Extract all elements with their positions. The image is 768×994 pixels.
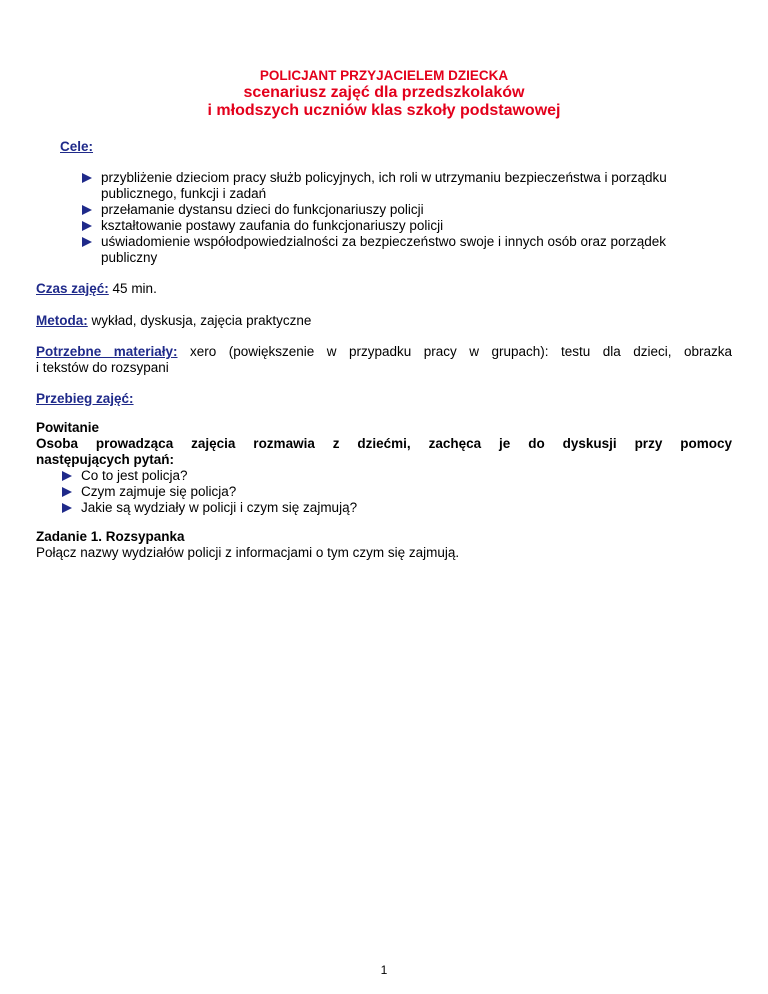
duration-line bbox=[36, 281, 157, 297]
method-label: Metoda: bbox=[36, 313, 88, 328]
goal-item: uświadomienie współodpowiedzialności za bezpieczeństwo swoje i innych osób oraz porządek publiczny bbox=[82, 234, 722, 266]
materials-paragraph bbox=[36, 344, 732, 376]
questions-list bbox=[62, 468, 562, 516]
task1-text: Połącz nazwy wydziałów policji z informacjami o tym czym się zajmują. bbox=[36, 545, 460, 560]
method-line bbox=[36, 313, 311, 329]
goal-item: przybliżenie dzieciom pracy służb policyjnych, ich roli w utrzymaniu bezpieczeństwa i porządku publicznego, funkcji i zadań bbox=[82, 170, 722, 202]
materials-line2: i tekstów do rozsypani bbox=[36, 360, 169, 375]
question-item: Co to jest policja? bbox=[62, 468, 562, 484]
question-item: Jakie są wydziały w policji i czym się zajmują? bbox=[62, 500, 562, 516]
greeting-intro: Osoba prowadząca zajęcia rozmawia z dziećmi, zachęca je do dyskusji przy pomocy następujących pytań: bbox=[36, 436, 732, 467]
triangle-bullet-icon bbox=[82, 205, 92, 215]
title-subtitle-line2: i młodszych uczniów klas szkoły podstawowej bbox=[207, 102, 561, 119]
document-title bbox=[0, 68, 768, 120]
triangle-bullet-icon bbox=[82, 237, 92, 247]
page-number: 1 bbox=[380, 963, 388, 977]
goals-list bbox=[82, 170, 722, 266]
duration-label: Czas zajęć: bbox=[36, 281, 109, 296]
goals-label: Cele: bbox=[60, 139, 94, 154]
title-subtitle-line1: scenariusz zajęć dla przedszkolaków bbox=[243, 84, 525, 101]
title-main: POLICJANT PRZYJACIELEM DZIECKA bbox=[259, 68, 509, 83]
materials-line1: Potrzebne materiały: xero (powiększenie w przypadku pracy w grupach): testu dla dzieci, obrazka bbox=[36, 344, 733, 359]
task1-heading: Zadanie 1. Rozsypanka bbox=[36, 529, 185, 544]
method-value: wykład, dyskusja, zajęcia praktyczne bbox=[87, 313, 312, 328]
goal-item: przełamanie dystansu dzieci do funkcjonariuszy policji bbox=[82, 202, 722, 218]
triangle-bullet-icon bbox=[82, 173, 92, 183]
triangle-bullet-icon bbox=[62, 471, 72, 481]
greeting-heading: Powitanie bbox=[36, 420, 100, 435]
goal-item: kształtowanie postawy zaufania do funkcjonariuszy policji bbox=[82, 218, 722, 234]
triangle-bullet-icon bbox=[62, 487, 72, 497]
materials-label: Potrzebne materiały: bbox=[36, 344, 178, 359]
triangle-bullet-icon bbox=[62, 503, 72, 513]
course-label: Przebieg zajęć: bbox=[36, 391, 134, 406]
duration-value: 45 min. bbox=[108, 281, 157, 296]
triangle-bullet-icon bbox=[82, 221, 92, 231]
question-item: Czym zajmuje się policja? bbox=[62, 484, 562, 500]
